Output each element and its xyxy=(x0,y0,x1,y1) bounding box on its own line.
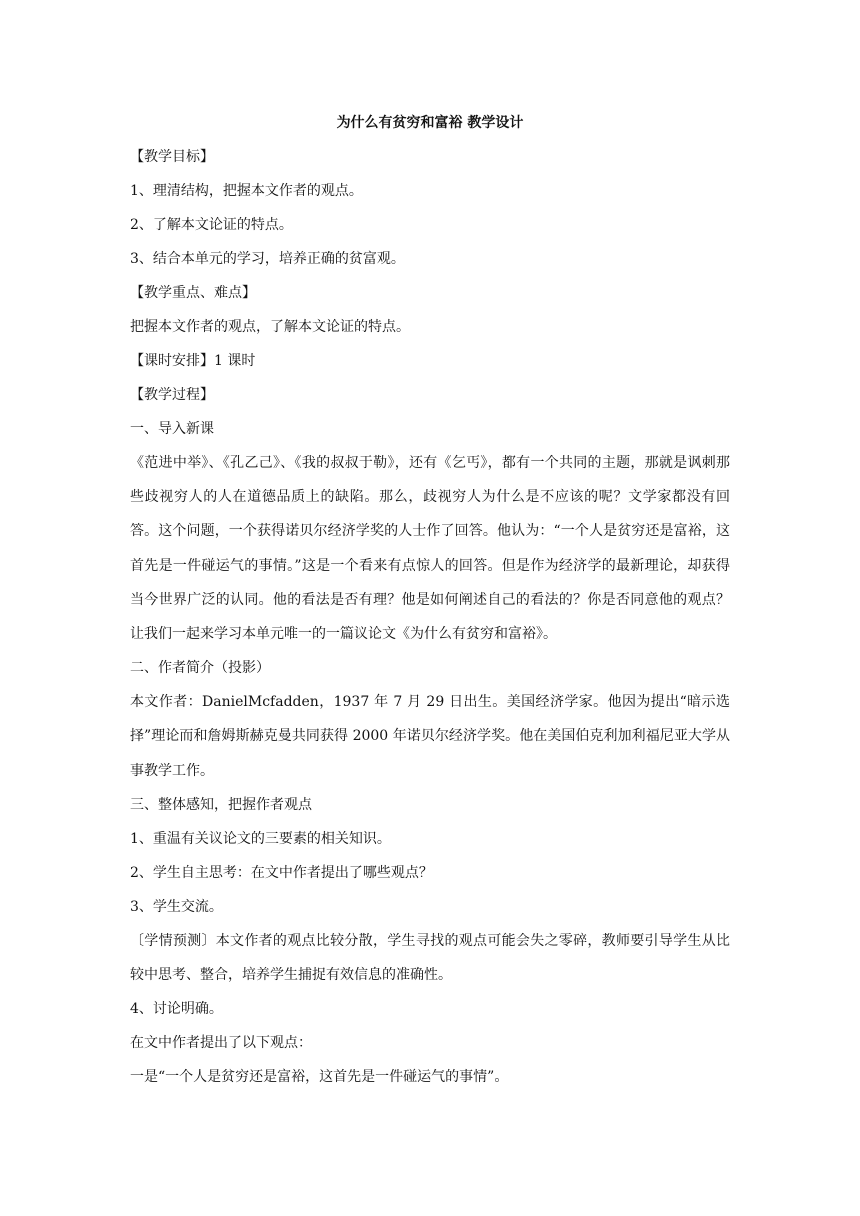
step-2: 2、学生自主思考：在文中作者提出了哪些观点？ xyxy=(130,864,433,881)
viewpoint-1: 一是“一个人是贫穷还是富裕，这首先是一件碰运气的事情”。 xyxy=(130,1069,509,1086)
document-title: 为什么有贫穷和富裕 教学设计 xyxy=(336,115,524,131)
section-2-heading: 二、作者简介（投影） xyxy=(130,660,270,677)
section-1-paragraph: 《范进中举》、《孔乙己》、《我的叔叔于勒》，还有《乞丐》，都有一个共同的主题，那就是讽刺那些歧视穷人的人在道德品质上的缺陷。那么，歧视穷人为什么是不应该的呢？文学家都没有回答。这个问题，一个获得诺贝尔经济学奖的人士作了回答。他认为：“一个人是贫穷还是富裕，这首先是一件碰运气的事情。”这是一个看来有点惊人的回答。但是作为经济学的最新理论，却获得当今世界广泛的认同。他的看法是否有理？他是如何阐述自己的看法的？你是否同意他的观点？让我们一起来学习本单元唯一的一篇议论文《为什么有贫穷和富裕》。 xyxy=(130,455,730,643)
viewpoints-intro: 在文中作者提出了以下观点： xyxy=(130,1035,312,1052)
section-1-heading: 一、导入新课 xyxy=(130,421,214,437)
key-points-text: 把握本文作者的观点，了解本文论证的特点。 xyxy=(130,319,410,335)
prediction-paragraph: 〔学情预测〕本文作者的观点比较分散，学生寻找的观点可能会失之零碎，教师要引导学生从比较中思考、整合，培养学生捕捉有效信息的准确性。 xyxy=(130,932,730,984)
section-3-heading: 三、整体感知，把握作者观点 xyxy=(130,796,312,813)
process-heading: 【教学过程】 xyxy=(130,387,214,403)
objectives-heading: 【教学目标】 xyxy=(130,149,214,165)
step-3: 3、学生交流。 xyxy=(130,898,223,915)
document-page xyxy=(130,106,730,1094)
objective-2: 2、了解本文论证的特点。 xyxy=(130,217,293,233)
key-points-heading: 【教学重点、难点】 xyxy=(130,285,256,301)
step-1: 1、重温有关议论文的三要素的相关知识。 xyxy=(130,830,391,847)
schedule-line: 【课时安排】1 课时 xyxy=(130,353,256,369)
objective-1: 1、理清结构，把握本文作者的观点。 xyxy=(130,183,363,199)
section-2-paragraph: 本文作者：DanielMcfadden，1937 年 7 月 29 日出生。美国经济学家。他因为提出“暗示选择”理论而和詹姆斯赫克曼共同获得 2000 年诺贝尔经济学奖。他在美国伯克利加利福尼亚大学从事教学工作。 xyxy=(130,694,730,779)
objective-3: 3、结合本单元的学习，培养正确的贫富观。 xyxy=(130,251,405,267)
step-4: 4、讨论明确。 xyxy=(130,1001,223,1018)
